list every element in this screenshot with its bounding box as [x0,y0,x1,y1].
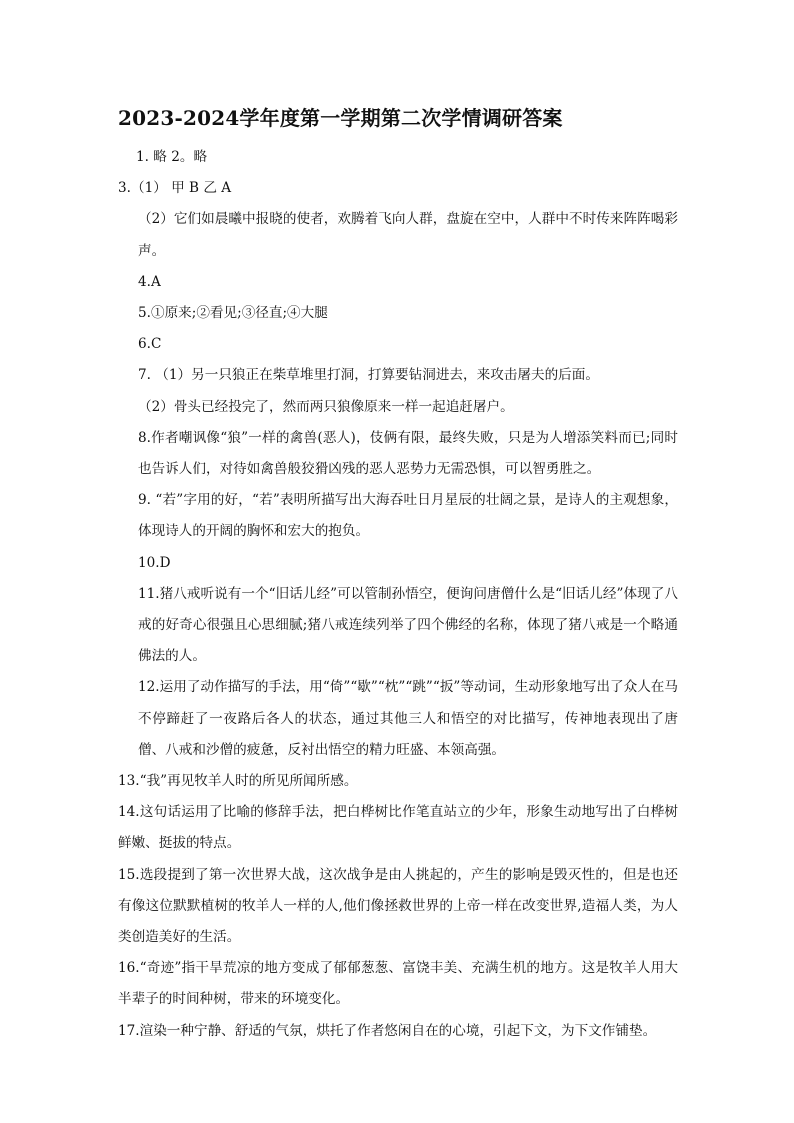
answer-line-6: 6.C [138,336,162,353]
answer-line-9: 9. “若”字用的好，“若”表明所描写出大海吞吐日月星辰的壮阔之景，是诗人的主观想象，体现诗人的开阔的胸怀和宏大的抱负。 [138,492,678,540]
answer-line-12: 12.运用了动作描写的手法，用“倚”“歇”“枕”“跳”“扳”等动词，生动形象地写出了众人在马不停蹄赶了一夜路后各人的状态，通过其他三人和悟空的对比描写，传神地表现出了唐僧、八戒和沙僧的疲惫，反衬出悟空的精力旺盛、本领高强。 [138,679,678,758]
answer-line-7-2: （2）骨头已经投完了，然而两只狼像原来一样一起追赶屠户。 [138,398,514,415]
answer-line-4: 4.A [138,273,161,290]
answer-line-17: 17.渲染一种宁静、舒适的气氛，烘托了作者悠闲自在的心境，引起下文，为下文作铺垫。 [118,1022,657,1039]
page-title: 2023-2024学年度第一学期第二次学情调研答案 [118,106,563,130]
answer-line-13: 13.“我”再见牧羊人时的所见所闻所感。 [118,773,358,790]
answer-line-3-2: （2）它们如晨曦中报晓的使者，欢腾着飞向人群，盘旋在空中，人群中不时传来阵阵喝彩声。 [138,211,678,259]
answer-line-5: 5.①原来;②看见;③径直;④大腿 [138,305,328,322]
answer-line-8: 8.作者嘲讽像“狼”一样的禽兽(恶人)，伎俩有限，最终失败，只是为人增添笑料而已;同时也告诉人们，对待如禽兽般狡猾凶残的恶人恶势力无需恐惧，可以智勇胜之。 [138,429,678,478]
answer-line-7-1: 7. （1）另一只狼正在柴草堆里打洞，打算要钻洞进去，来攻击屠夫的后面。 [138,367,599,384]
answer-line-11: 11.猪八戒听说有一个“旧话儿经”可以管制孙悟空，便询问唐僧什么是“旧话儿经”体现了八戒的好奇心很强且心思细腻;猪八戒连续列举了四个佛经的名称，体现了猪八戒是一个略通佛法的人。 [138,585,678,665]
answer-line-16: 16.“奇迹”指干旱荒凉的地方变成了郁郁葱葱、富饶丰美、充满生机的地方。这是牧羊人用大半辈子的时间种树，带来的环境变化。 [118,960,678,1008]
answer-list [118,142,678,1047]
answer-line-14: 14.这句话运用了比喻的修辞手法，把白桦树比作笔直站立的少年，形象生动地写出了白桦树鲜嫩、挺拔的特点。 [118,804,678,852]
answer-line-3-1: 3.（1） 甲 B 乙 A [118,180,232,197]
answer-line-15: 15.选段提到了第一次世界大战，这次战争是由人挑起的，产生的影响是毁灭性的，但是也还有像这位默默植树的牧羊人一样的人,他们像拯救世界的上帝一样在改变世界,造福人类，为人类创造美好的生活。 [118,866,678,946]
answer-line-1-2: 1. 略 2。略 [136,149,208,165]
answer-line-10: 10.D [138,554,171,571]
